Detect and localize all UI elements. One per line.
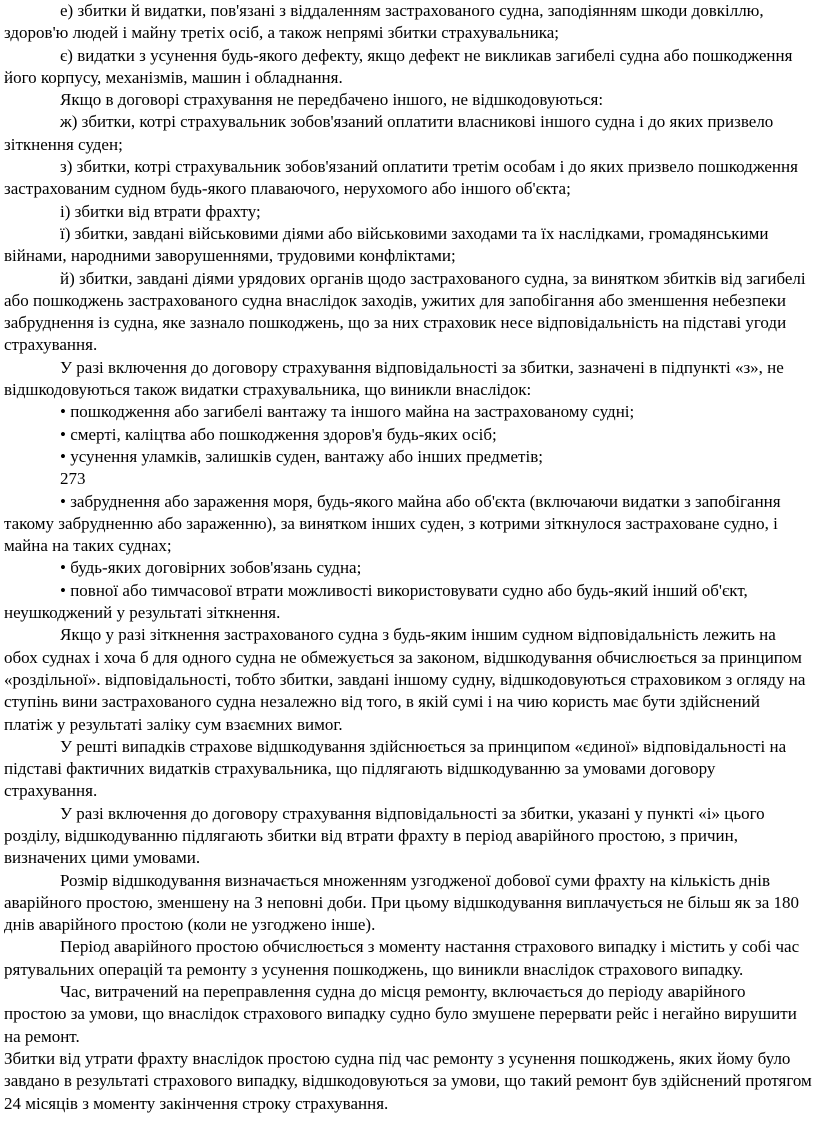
paragraph-item-zh: ж) збитки, котрі страхувальник зобов'язаний оплатити власникові іншого судна і до яких призвело зіткнення суден; (4, 112, 774, 154)
paragraph-compensation-amount: Розмір відшкодування визначається множенням узгодженої добової суми фрахту на кількість днів аварійного простою, зменшену на З неповні доби. При цьому відшкодування виплачується не більш як за 180 днів аварійного простою (коли не узгоджено інше). (4, 870, 800, 935)
paragraph-not-compensated-intro: Якщо в договорі страхування не передбачено іншого, не відшкодовуються: (60, 90, 604, 110)
page-number: 273 (60, 469, 86, 489)
paragraph-item-e: е) збитки й видатки, пов'язані з віддаленням застрахованого судна, заподіянням шкоди довкіллю, здоров'ю людей і майну третіх осіб, а також непрямі збитки страхувальника; (4, 1, 764, 43)
paragraph-item-z: з) збитки, котрі страхувальник зобов'язаний оплатити третім особам і до яких призвело пошкодження застрахованим судном будь-якого плаваючого, нерухомого або іншого об'єкта; (4, 157, 798, 199)
paragraph-liability-inclusion: У разі включення до договору страхування відповідальності за збитки, зазначені в підпункті «з», не відшкодовуються також видатки страхувальника, що виникли внаслідок: (4, 357, 784, 400)
paragraph-single-liability: У решті випадків страхове відшкодування здійснюється за принципом «єдиної» відповідальності на підставі фактичних видатків страхувальника, що підлягають відшкодуванню за умовами договору страхування. (4, 736, 787, 801)
bullet-wreck-removal: • усунення уламків, залишків суден, вантажу або інших предметів; (60, 446, 543, 466)
bullet-contractual-obligations: • будь-яких договірних зобов'язань судна; (60, 558, 362, 578)
bullet-pollution: • забруднення або зараження моря, будь-якого майна або об'єкта (включаючи видатки з запобігання такому забрудненню або зараженню), за винятком інших суден, з котрими зіткнулося застраховане судно, і майна на таких суднах; (4, 491, 781, 556)
paragraph-repair-downtime: Збитки від утрати фрахту внаслідок простою судна під час ремонту з усунення пошкоджень, яких йому було завдано в результаті страхового випадку, відшкодовуються за умови, що такий ремонт був здійснений протягом 24 місяців з моменту закінчення строку страхування. (4, 1048, 812, 1113)
bullet-death-injury: • смерті, каліцтва або пошкодження здоров'я будь-яких осіб; (60, 424, 497, 444)
paragraph-transit-time: Час, витрачений на переправлення судна до місця ремонту, включається до періоду аварійного простою за умови, що внаслідок страхового випадку судно було змушене перервати рейс і негайно вирушити на ремонт. (4, 982, 797, 1046)
paragraph-downtime-period: Період аварійного простою обчислюється з моменту настання страхового випадку і містить у собі час рятувальних операцій та ремонту з усунення пошкоджень, що виникли внаслідок страхового випадку. (4, 937, 800, 979)
paragraph-freight-loss: У разі включення до договору страхування відповідальності за збитки, указані у пункті «і» цього розділу, відшкодуванню підлягають збитки від втрати фрахту в період аварійного простою, з причин, визначених цими умовами. (4, 803, 765, 868)
paragraph-item-y: й) збитки, завдані діями урядових органів щодо застрахованого судна, за винятком збитків від загибелі або пошкоджень застрахованого судна внаслідок заходів, ужитих для запобігання або зменшення небезпеки забруднення із судна, яке зазнало пошкоджень, що за них страховик несе відповідальність на підставі угоди страхування. (4, 268, 806, 355)
bullet-loss-of-use: • повної або тимчасової втрати можливості використовувати судно або будь-який інший об'єкт, неушкоджений у результаті зіткнення. (4, 580, 748, 623)
bullet-cargo-damage: • пошкодження або загибелі вантажу та іншого майна на застрахованому судні; (60, 402, 635, 422)
paragraph-item-ye: є) видатки з усунення будь-якого дефекту, якщо дефект не викликав загибелі судна або пошкодження його корпусу, механізмів, машин і обладнання. (4, 45, 793, 87)
paragraph-item-yi: ї) збитки, завдані військовими діями або військовими заходами та їх наслідками, громадянськими війнами, народними заворушеннями, трудовими конфліктами; (4, 223, 769, 266)
paragraph-separate-liability: Якщо у разі зіткнення застрахованого судна з будь-яким іншим судном відповідальність лежить на обох суднах і хоча б для одного судна не обмежується за законом, відшкодування обчислюється за принципом «роздільної». відповідальності, тобто збитки, завдані іншому судну, відшкодовуються страховиком з огляду на ступінь вини застрахованого судна незалежно від того, в якій сумі і на чию користь має бути здійснений платіж у результаті заліку сум взаємних вимог. (4, 625, 806, 734)
paragraph-item-i: і) збитки від втрати фрахту; (60, 201, 261, 221)
